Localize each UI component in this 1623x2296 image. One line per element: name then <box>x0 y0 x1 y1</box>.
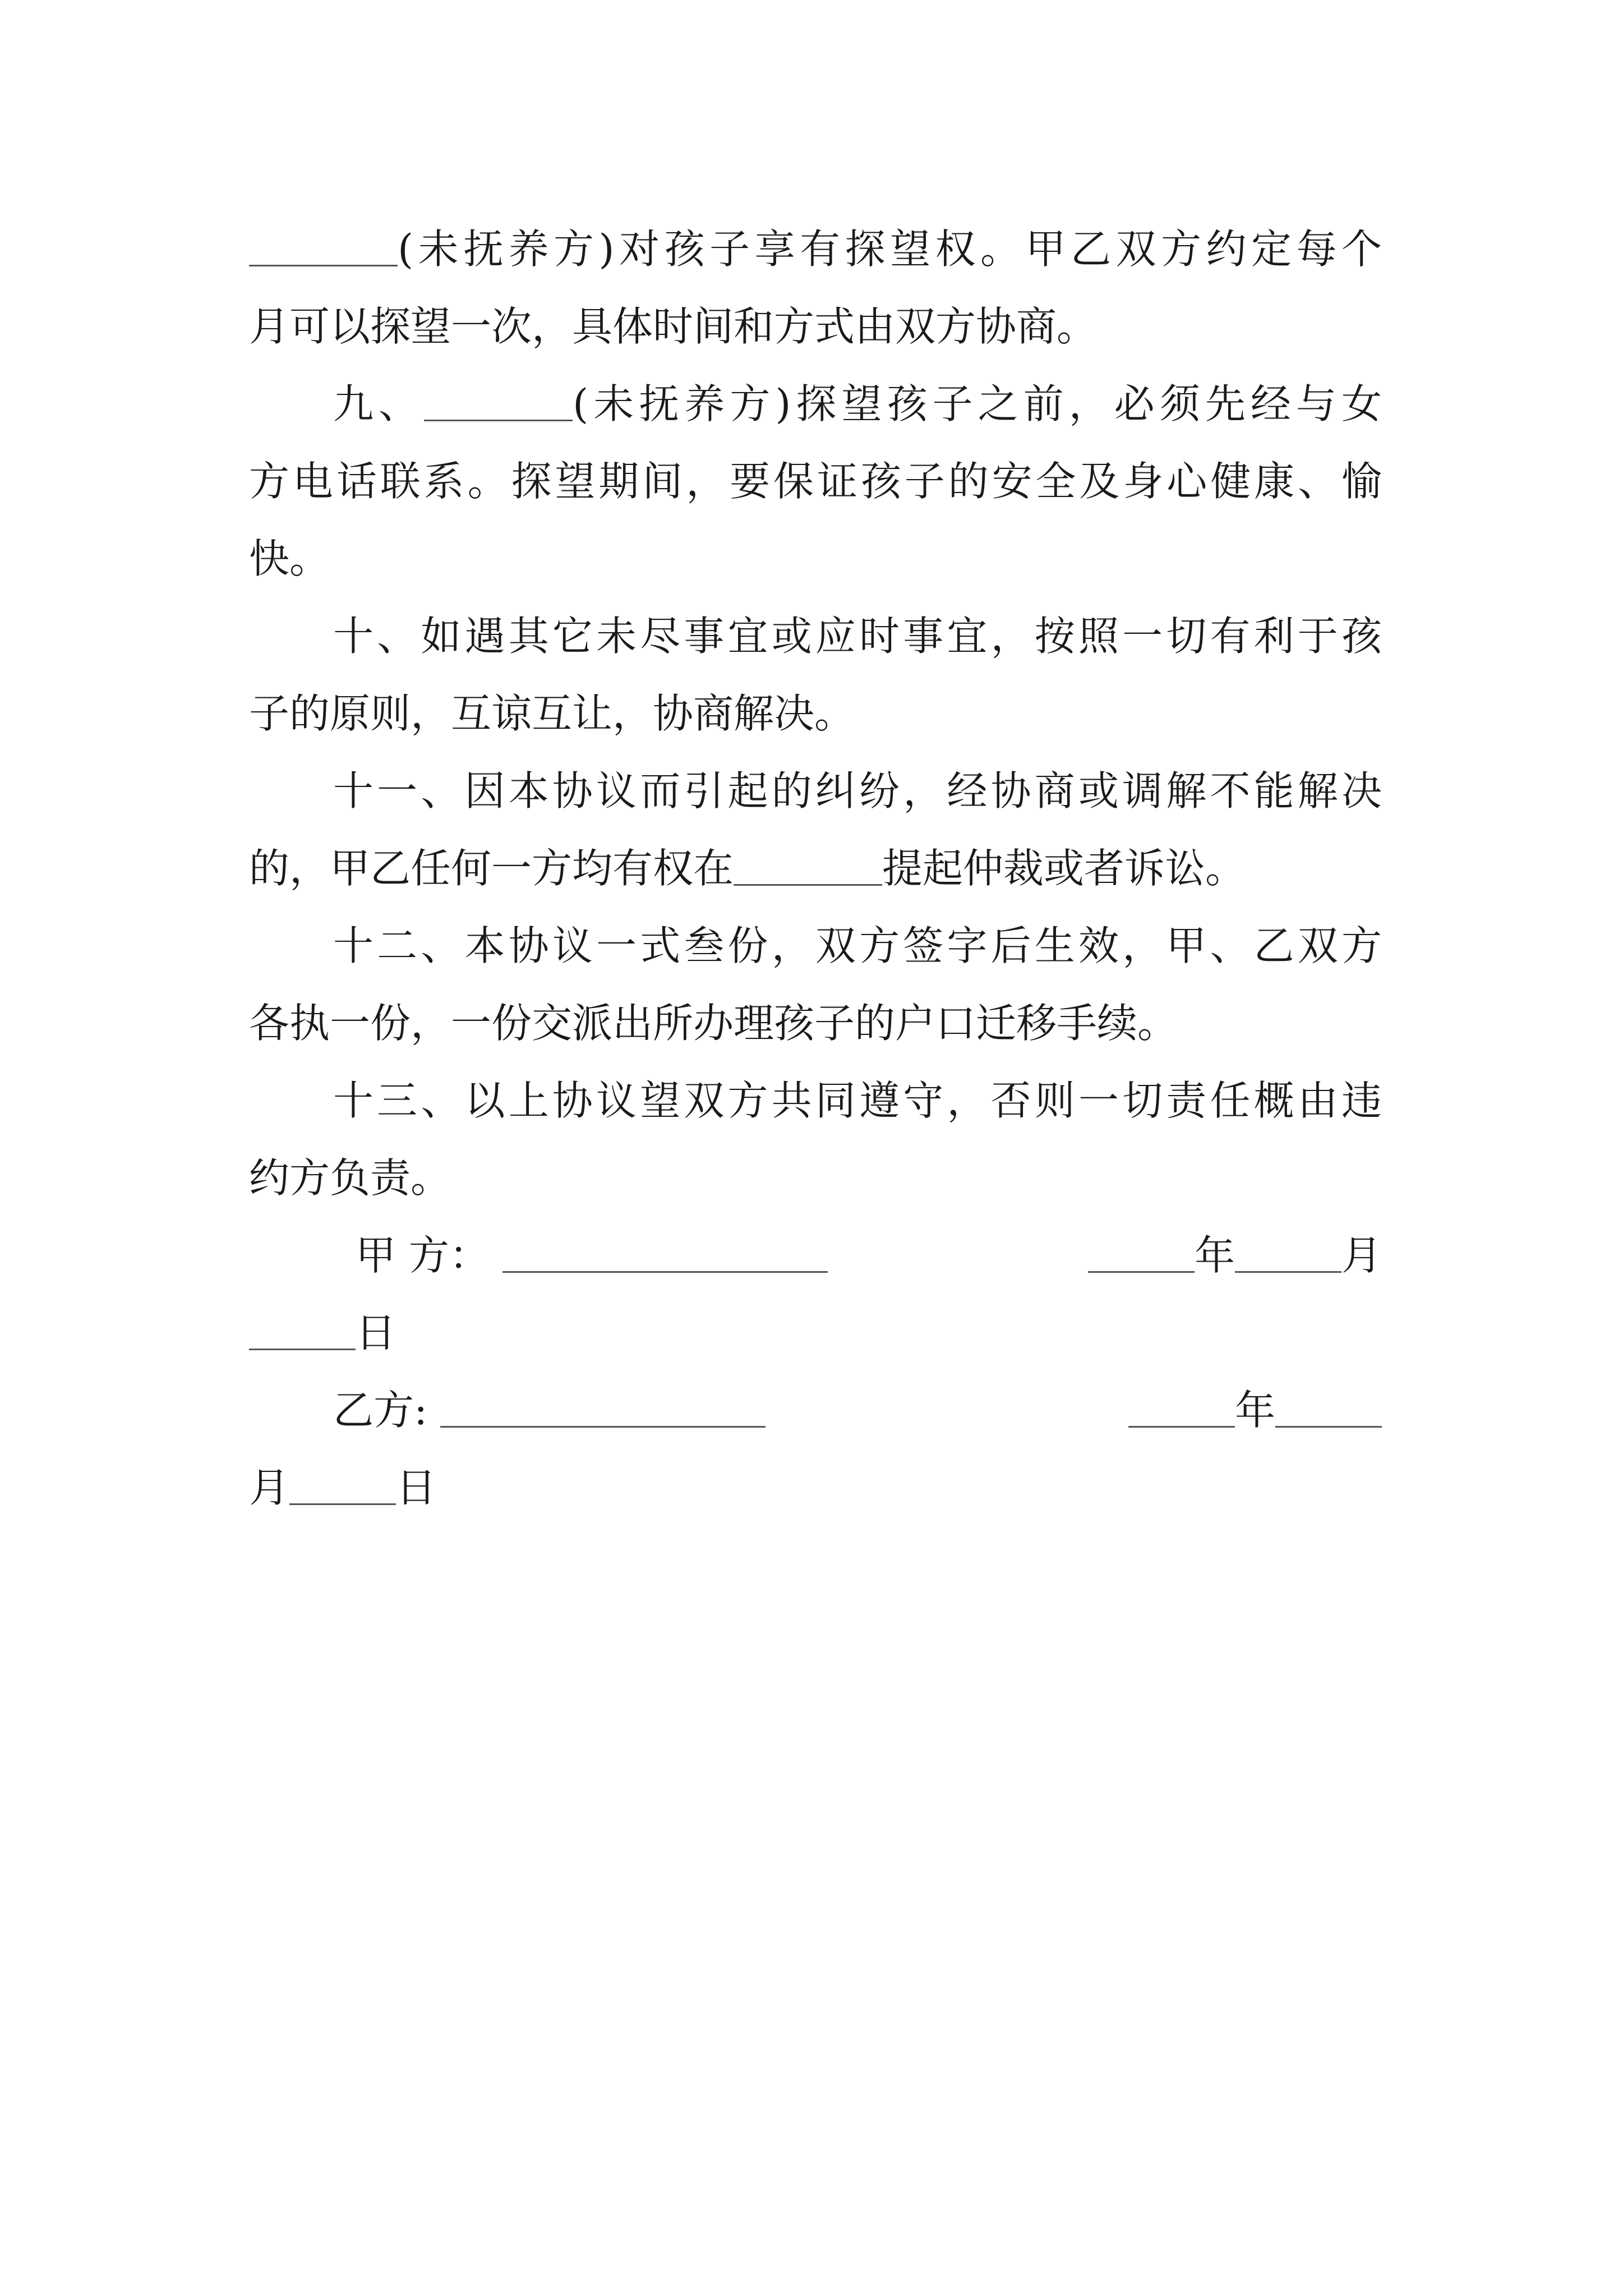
party-b-label: 乙方: <box>333 1387 428 1434</box>
month-blank <box>1275 1387 1382 1427</box>
party-b-signature <box>249 1372 1382 1449</box>
party-a-signature-blank <box>502 1232 828 1272</box>
day-blank <box>249 1310 356 1350</box>
party-b-signature-blank <box>440 1387 766 1427</box>
paragraph-line: 快。 <box>249 535 330 582</box>
paragraph-line: 十、如遇其它未尽事宜或应时事宜，按照一切有利于孩 <box>333 613 1382 660</box>
paragraph-line: 十二、本协议一式叁份，双方签字后生效，甲、乙双方 <box>333 922 1382 969</box>
year-blank <box>1088 1232 1195 1272</box>
party-b-date-day: 月 日 <box>249 1464 437 1511</box>
blank-line <box>734 845 882 885</box>
document-body <box>249 210 1382 1526</box>
paragraph-line: 的，甲乙任何一方均有权在 提起仲裁或者诉讼。 <box>249 845 1246 892</box>
paragraph-line: 方电话联系。探望期间，要保证孩子的安全及身心健康、愉 <box>249 458 1382 505</box>
party-a-signature <box>249 1217 1382 1294</box>
paragraph-line: 九、 (未抚养方)探望孩子之前，必须先经与女 <box>333 380 1382 427</box>
blank-line <box>249 226 398 266</box>
paragraph-line: 十一、因本协议而引起的纠纷，经协商或调解不能解决 <box>333 767 1382 815</box>
day-blank <box>289 1465 396 1504</box>
party-b-date: 年 <box>1128 1372 1382 1449</box>
paragraph-line: 子的原则，互谅互让，协商解决。 <box>249 690 855 737</box>
party-a-date: 年 月 <box>1088 1217 1382 1294</box>
party-a-date-day: 日 <box>249 1294 1382 1372</box>
month-blank <box>1235 1232 1341 1272</box>
blank-line <box>424 381 573 421</box>
year-blank <box>1128 1387 1235 1427</box>
paragraph-line: 月可以探望一次，具体时间和方式由双方协商。 <box>249 303 1098 350</box>
party-a-label: 甲 方： <box>356 1232 490 1279</box>
paragraph-line: 十三、以上协议望双方共同遵守，否则一切责任概由违 <box>333 1077 1382 1124</box>
paragraph-line: (未抚养方)对孩子享有探望权。甲乙双方约定每个 <box>249 210 1382 288</box>
paragraph-line: 约方负责。 <box>249 1154 451 1202</box>
paragraph-line: 各执一份，一份交派出所办理孩子的户口迁移手续。 <box>249 1000 1178 1047</box>
